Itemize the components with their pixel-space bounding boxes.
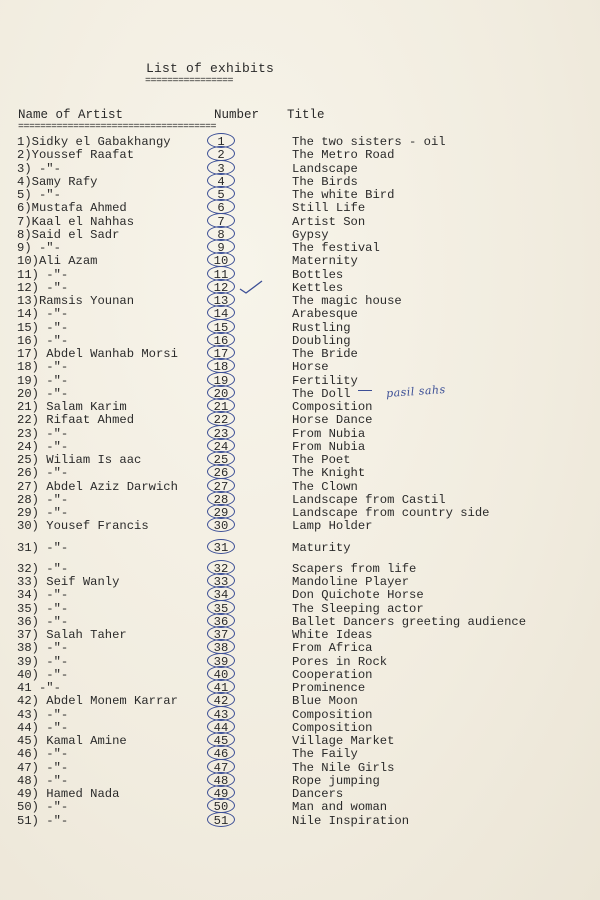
entry-number-and-artist: 46) -"- <box>17 747 69 762</box>
exhibit-title: Gypsy <box>292 227 329 242</box>
entry-number-and-artist: 41 -"- <box>17 681 61 695</box>
exhibit-number: 17 <box>213 347 229 361</box>
exhibit-number: 46 <box>213 747 229 762</box>
exhibit-number: 26 <box>213 466 229 481</box>
exhibit-number: 8 <box>217 227 225 242</box>
entry-number-and-artist: 25) Wiliam Is aac <box>17 453 142 467</box>
entry-number-and-artist: 5) -"- <box>17 188 61 202</box>
entry-number-and-artist: 10)Ali Azam <box>17 254 98 269</box>
entry-number-and-artist: 17) Abdel Wanhab Morsi <box>17 347 178 361</box>
entry-number-and-artist: 7)Kaal el Nahhas <box>17 214 135 229</box>
entry-number-and-artist: 16) -"- <box>17 333 69 348</box>
exhibit-number: 30 <box>213 519 229 534</box>
exhibit-title: The Knight <box>292 466 366 481</box>
title-underline: ================ <box>145 76 234 87</box>
entry-number-and-artist: 2)Youssef Raafat <box>17 148 135 163</box>
exhibit-title: Maturity <box>292 540 351 555</box>
entry-number-and-artist: 36) -"- <box>17 614 69 629</box>
exhibit-number: 47 <box>213 760 229 775</box>
exhibit-number: 37 <box>213 628 229 642</box>
exhibit-title: Landscape from Castil <box>292 492 446 507</box>
exhibit-number: 36 <box>213 614 229 629</box>
exhibit-title: Nile Inspiration <box>292 813 410 828</box>
entry-number-and-artist: 50) -"- <box>17 800 69 815</box>
entry-number-and-artist: 28) -"- <box>17 492 69 507</box>
exhibit-number: 31 <box>213 540 229 555</box>
exhibit-number: 13 <box>213 294 229 308</box>
exhibit-title: Rustling <box>292 320 351 335</box>
exhibit-number: 49 <box>213 787 229 801</box>
exhibit-number: 50 <box>213 800 229 815</box>
exhibit-title: Landscape from country side <box>292 506 490 520</box>
header-rule: ==================================== <box>18 122 217 133</box>
handwritten-note: pasil sahs <box>385 382 447 401</box>
exhibit-title: Composition <box>292 720 373 735</box>
exhibit-title: Bottles <box>292 267 344 282</box>
exhibit-number: 24 <box>213 439 229 454</box>
exhibit-number: 21 <box>213 400 229 414</box>
exhibit-number: 20 <box>213 386 229 401</box>
entry-number-and-artist: 14) -"- <box>17 307 69 322</box>
exhibit-number: 27 <box>213 479 229 494</box>
entry-number-and-artist: 12) -"- <box>17 280 69 295</box>
exhibit-title: The Nile Girls <box>292 760 395 775</box>
exhibit-title: Arabesque <box>292 307 358 322</box>
entry-number-and-artist: 21) Salam Karim <box>17 400 127 414</box>
exhibit-title: Don Quichote Horse <box>292 588 424 603</box>
entry-number-and-artist: 22) Rifaat Ahmed <box>17 413 135 428</box>
exhibit-title: Composition <box>292 707 373 722</box>
entry-number-and-artist: 19) -"- <box>17 373 69 388</box>
handwritten-dash <box>358 390 372 391</box>
exhibit-title: The Clown <box>292 479 358 494</box>
exhibit-number: 1 <box>217 135 225 149</box>
entry-number-and-artist: 30) Yousef Francis <box>17 519 149 534</box>
exhibit-number: 3 <box>217 161 225 176</box>
entry-number-and-artist: 39) -"- <box>17 654 69 669</box>
exhibit-title: The Metro Road <box>292 148 395 163</box>
exhibit-title: Lamp Holder <box>292 519 373 534</box>
entry-number-and-artist: 9) -"- <box>17 241 61 255</box>
exhibit-number: 29 <box>213 506 229 520</box>
entry-number-and-artist: 4)Samy Rafy <box>17 174 98 189</box>
exhibit-number: 5 <box>217 188 225 202</box>
entry-number-and-artist: 27) Abdel Aziz Darwich <box>17 479 178 494</box>
exhibit-title: Fertility <box>292 373 358 388</box>
exhibit-title: Dancers <box>292 787 344 801</box>
exhibit-number: 2 <box>217 148 225 163</box>
exhibit-title: Pores in Rock <box>292 654 388 669</box>
entry-number-and-artist: 48) -"- <box>17 773 69 788</box>
exhibit-number: 28 <box>213 492 229 507</box>
entry-number-and-artist: 31) -"- <box>17 540 69 555</box>
exhibit-number: 12 <box>213 280 229 295</box>
entry-number-and-artist: 47) -"- <box>17 760 69 775</box>
entry-number-and-artist: 32) -"- <box>17 561 69 576</box>
entry-number-and-artist: 11) -"- <box>17 267 69 282</box>
exhibit-number: 32 <box>213 561 229 576</box>
exhibit-title: Village Market <box>292 734 395 748</box>
exhibit-title: Prominence <box>292 681 366 695</box>
check-mark-icon <box>238 279 264 295</box>
entry-number-and-artist: 20) -"- <box>17 386 69 401</box>
entry-number-and-artist: 49) Hamed Nada <box>17 787 120 801</box>
exhibit-title: The Doll <box>292 386 351 401</box>
exhibit-number: 18 <box>213 360 229 375</box>
column-header-title: Title <box>287 108 325 122</box>
exhibit-title: Maternity <box>292 254 358 269</box>
exhibit-number: 6 <box>217 201 225 216</box>
exhibit-number: 48 <box>213 773 229 788</box>
exhibit-number: 23 <box>213 426 229 441</box>
exhibit-number: 35 <box>213 601 229 616</box>
entry-number-and-artist: 24) -"- <box>17 439 69 454</box>
exhibit-title: The festival <box>292 241 380 255</box>
exhibit-number: 33 <box>213 575 229 589</box>
exhibit-title: Ballet Dancers greeting audience <box>292 614 527 629</box>
entry-number-and-artist: 13)Ramsis Younan <box>17 294 135 308</box>
exhibit-number: 40 <box>213 667 229 682</box>
exhibit-number: 15 <box>213 320 229 335</box>
exhibit-title: The Bride <box>292 347 358 361</box>
exhibit-number: 51 <box>213 813 229 828</box>
exhibit-number: 44 <box>213 720 229 735</box>
exhibit-number: 25 <box>213 453 229 467</box>
entry-number-and-artist: 51) -"- <box>17 813 69 828</box>
exhibit-title: Artist Son <box>292 214 366 229</box>
exhibit-number: 43 <box>213 707 229 722</box>
entry-number-and-artist: 38) -"- <box>17 641 69 656</box>
entry-number-and-artist: 35) -"- <box>17 601 69 616</box>
exhibit-title: Landscape <box>292 161 358 176</box>
exhibit-title: Man and woman <box>292 800 388 815</box>
column-header-artist: Name of Artist <box>18 108 124 122</box>
exhibit-number: 14 <box>213 307 229 322</box>
entry-number-and-artist: 40) -"- <box>17 667 69 682</box>
exhibit-number: 34 <box>213 588 229 603</box>
exhibit-number: 4 <box>217 174 225 189</box>
entry-number-and-artist: 42) Abdel Monem Karrar <box>17 694 178 709</box>
exhibit-title: Still Life <box>292 201 366 216</box>
entry-number-and-artist: 37) Salah Taher <box>17 628 127 642</box>
entry-number-and-artist: 34) -"- <box>17 588 69 603</box>
entry-number-and-artist: 1)Sidky el Gabakhangy <box>17 135 171 149</box>
exhibit-number: 10 <box>213 254 229 269</box>
exhibit-title: Kettles <box>292 280 344 295</box>
entry-number-and-artist: 45) Kamal Amine <box>17 734 127 748</box>
exhibit-number: 38 <box>213 641 229 656</box>
entry-number-and-artist: 43) -"- <box>17 707 69 722</box>
exhibit-number: 19 <box>213 373 229 388</box>
exhibit-number: 22 <box>213 413 229 428</box>
entry-number-and-artist: 26) -"- <box>17 466 69 481</box>
exhibit-title: Scapers from life <box>292 561 417 576</box>
column-header-number: Number <box>214 108 260 122</box>
exhibit-title: The white Bird <box>292 188 395 202</box>
exhibit-title: The magic house <box>292 294 402 308</box>
exhibit-number: 39 <box>213 654 229 669</box>
exhibit-title: Horse Dance <box>292 413 373 428</box>
exhibit-number: 45 <box>213 734 229 748</box>
exhibit-title: Composition <box>292 400 373 414</box>
entry-number-and-artist: 23) -"- <box>17 426 69 441</box>
exhibit-title: Blue Moon <box>292 694 358 709</box>
exhibit-title: The Sleeping actor <box>292 601 424 616</box>
exhibit-title: Cooperation <box>292 667 373 682</box>
entry-number-and-artist: 33) Seif Wanly <box>17 575 120 589</box>
exhibit-title: Rope jumping <box>292 773 380 788</box>
exhibit-number: 9 <box>217 241 225 255</box>
exhibit-title: The two sisters - oil <box>292 135 446 149</box>
exhibit-title: From Nubia <box>292 439 366 454</box>
entry-number-and-artist: 6)Mustafa Ahmed <box>17 201 127 216</box>
exhibit-title: Mandoline Player <box>292 575 410 589</box>
exhibit-title: From Africa <box>292 641 373 656</box>
document-title: List of exhibits <box>146 61 275 76</box>
entry-number-and-artist: 44) -"- <box>17 720 69 735</box>
entry-number-and-artist: 29) -"- <box>17 506 69 520</box>
entry-number-and-artist: 18) -"- <box>17 360 69 375</box>
exhibit-title: Horse <box>292 360 329 375</box>
exhibit-title: The Poet <box>292 453 351 467</box>
exhibit-title: From Nubia <box>292 426 366 441</box>
exhibit-title: The Birds <box>292 174 358 189</box>
entry-number-and-artist: 3) -"- <box>17 161 61 176</box>
exhibit-number: 42 <box>213 694 229 709</box>
exhibit-title: The Faily <box>292 747 358 762</box>
exhibit-number: 7 <box>217 214 225 229</box>
entry-number-and-artist: 15) -"- <box>17 320 69 335</box>
exhibit-title: Doubling <box>292 333 351 348</box>
exhibit-title: White Ideas <box>292 628 373 642</box>
exhibit-number: 16 <box>213 333 229 348</box>
exhibit-number: 41 <box>213 681 229 695</box>
exhibit-number: 11 <box>213 267 229 282</box>
entry-number-and-artist: 8)Said el Sadr <box>17 227 120 242</box>
